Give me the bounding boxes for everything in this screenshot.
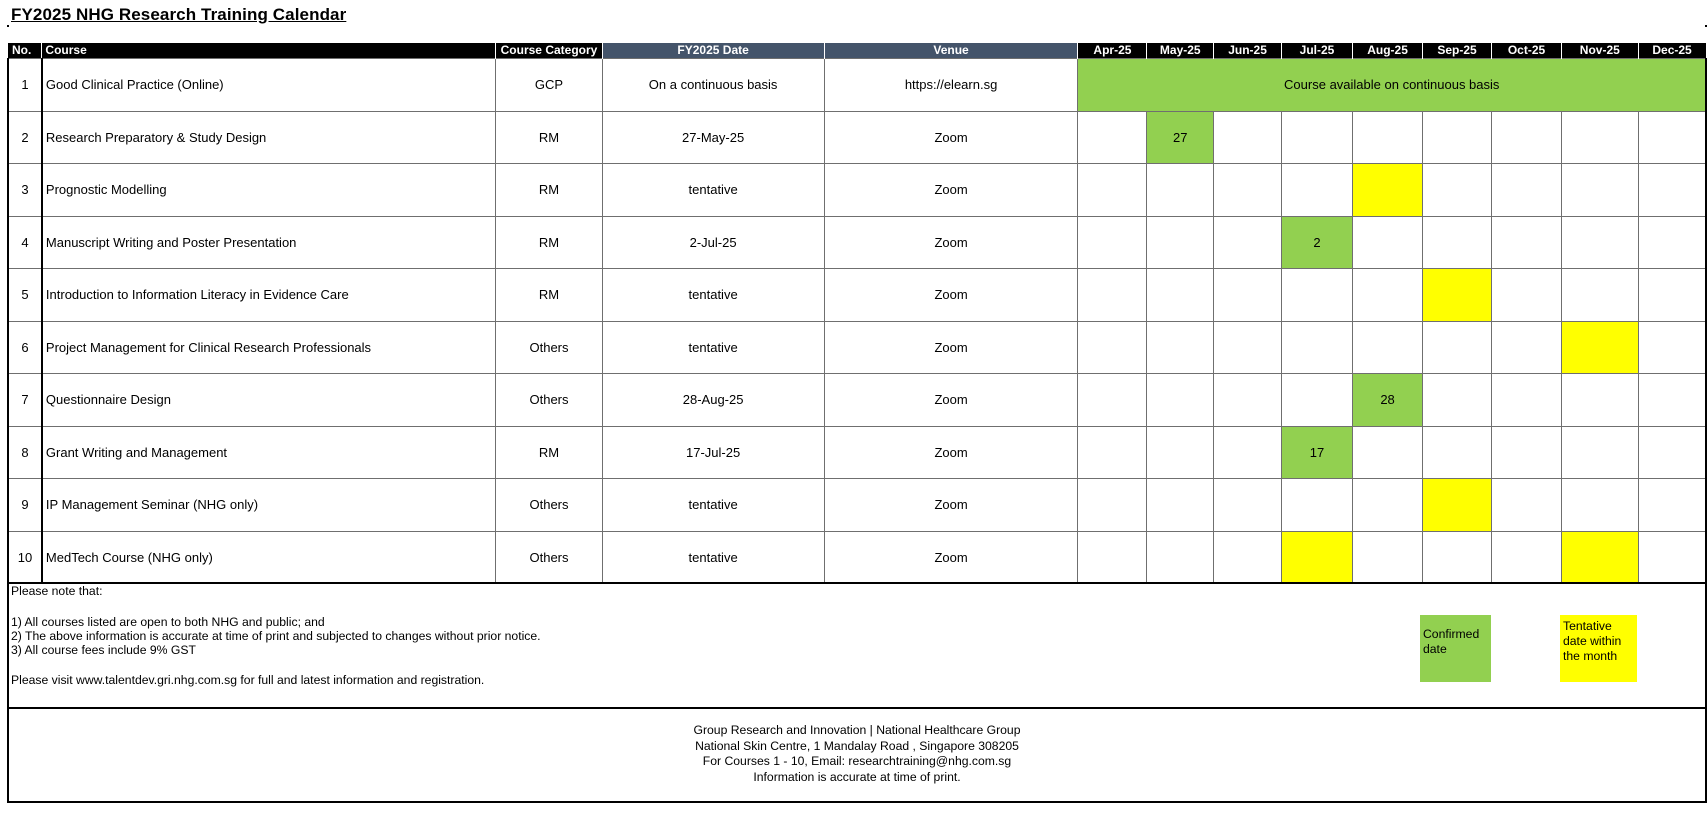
- cell-category: RM: [496, 111, 602, 164]
- header-month-may-25: May-25: [1147, 43, 1214, 59]
- month-cell: [1492, 216, 1562, 269]
- page-title: FY2025 NHG Research Training Calendar: [11, 5, 347, 24]
- note-visit: Please visit www.talentdev.gri.nhg.com.sg for full and latest information and registration.: [11, 673, 485, 687]
- month-cell: [1281, 374, 1352, 427]
- cell-no: 1: [8, 59, 42, 112]
- header-month-apr-25: Apr-25: [1078, 43, 1147, 59]
- month-cell: [1078, 111, 1147, 164]
- cell-venue: Zoom: [824, 479, 1078, 532]
- header-month-dec-25: Dec-25: [1638, 43, 1706, 59]
- month-cell: [1638, 216, 1706, 269]
- cell-no: 4: [8, 216, 42, 269]
- cell-no: 10: [8, 531, 42, 584]
- cell-course: Project Management for Clinical Research Professionals: [42, 321, 496, 374]
- month-cell: [1214, 111, 1282, 164]
- month-cell: [1562, 111, 1639, 164]
- month-cell: [1423, 426, 1492, 479]
- cell-course: Introduction to Information Literacy in Evidence Care: [42, 269, 496, 322]
- table-row: [8, 374, 1706, 427]
- month-cell: [1078, 216, 1147, 269]
- cell-category: Others: [496, 374, 602, 427]
- cell-date: tentative: [602, 269, 824, 322]
- header-no: No.: [8, 43, 42, 59]
- month-cell: [1638, 479, 1706, 532]
- cell-course: Good Clinical Practice (Online): [42, 59, 496, 112]
- cell-date: tentative: [602, 479, 824, 532]
- month-cell: [1353, 164, 1423, 217]
- table-row: [8, 59, 1706, 112]
- cell-date: tentative: [602, 531, 824, 584]
- month-cell: 2: [1281, 216, 1352, 269]
- cell-venue: Zoom: [824, 374, 1078, 427]
- cell-venue: Zoom: [824, 426, 1078, 479]
- month-cell: 27: [1147, 111, 1214, 164]
- cell-no: 8: [8, 426, 42, 479]
- cell-course: Grant Writing and Management: [42, 426, 496, 479]
- training-calendar-table: [7, 43, 1707, 584]
- month-cell: [1353, 269, 1423, 322]
- month-cell: [1147, 479, 1214, 532]
- cell-category: RM: [496, 164, 602, 217]
- cell-no: 9: [8, 479, 42, 532]
- cell-date: 2-Jul-25: [602, 216, 824, 269]
- cell-course: Questionnaire Design: [42, 374, 496, 427]
- month-cell: [1078, 479, 1147, 532]
- cell-date: 27-May-25: [602, 111, 824, 164]
- month-cell: [1492, 164, 1562, 217]
- table-row: [8, 426, 1706, 479]
- month-cell: [1281, 531, 1352, 584]
- table-row: [8, 216, 1706, 269]
- month-cell: [1492, 374, 1562, 427]
- cell-category: Others: [496, 321, 602, 374]
- month-cell: [1638, 321, 1706, 374]
- cell-no: 5: [8, 269, 42, 322]
- header-month-nov-25: Nov-25: [1562, 43, 1639, 59]
- month-cell: [1281, 164, 1352, 217]
- month-cell: [1638, 164, 1706, 217]
- cell-course: MedTech Course (NHG only): [42, 531, 496, 584]
- month-cell: [1353, 216, 1423, 269]
- legend-tentative: Tentative date within the month: [1560, 615, 1637, 682]
- month-cell: 28: [1353, 374, 1423, 427]
- month-cell: [1078, 269, 1147, 322]
- cell-venue: Zoom: [824, 111, 1078, 164]
- month-cell: [1214, 321, 1282, 374]
- month-cell: [1353, 321, 1423, 374]
- month-cell: [1078, 426, 1147, 479]
- month-cell: [1078, 374, 1147, 427]
- cell-venue: Zoom: [824, 216, 1078, 269]
- cell-category: GCP: [496, 59, 602, 112]
- table-row: [8, 269, 1706, 322]
- table-row: [8, 164, 1706, 217]
- cell-category: Others: [496, 531, 602, 584]
- header-date: FY2025 Date: [602, 43, 824, 59]
- month-cell: [1423, 374, 1492, 427]
- month-cell: [1214, 426, 1282, 479]
- header-row: [8, 43, 1706, 59]
- note-line-2: 2) The above information is accurate at time of print and subjected to changes without prior notice.: [11, 629, 541, 643]
- cell-category: RM: [496, 216, 602, 269]
- cell-date: tentative: [602, 321, 824, 374]
- month-cell: 17: [1281, 426, 1352, 479]
- header-month-aug-25: Aug-25: [1353, 43, 1423, 59]
- cell-date: tentative: [602, 164, 824, 217]
- month-cell: [1638, 269, 1706, 322]
- cell-category: RM: [496, 426, 602, 479]
- header-venue: Venue: [824, 43, 1078, 59]
- month-cell: [1353, 531, 1423, 584]
- month-cell: [1562, 216, 1639, 269]
- note-line-1: 1) All courses listed are open to both NHG and public; and: [11, 615, 325, 629]
- month-cell: [1078, 321, 1147, 374]
- month-cell: [1562, 321, 1639, 374]
- cell-date: On a continuous basis: [602, 59, 824, 112]
- cell-venue: Zoom: [824, 531, 1078, 584]
- header-course: Course: [42, 43, 496, 59]
- cell-category: RM: [496, 269, 602, 322]
- month-cell: [1423, 269, 1492, 322]
- footer-line-2: National Skin Centre, 1 Mandalay Road , Singapore 308205: [695, 738, 1019, 753]
- month-cell: [1214, 374, 1282, 427]
- month-cell: [1353, 111, 1423, 164]
- header-month-oct-25: Oct-25: [1492, 43, 1562, 59]
- cell-no: 7: [8, 374, 42, 427]
- month-cell: [1492, 111, 1562, 164]
- cell-course: IP Management Seminar (NHG only): [42, 479, 496, 532]
- month-cell: [1078, 164, 1147, 217]
- cell-course: Research Preparatory & Study Design: [42, 111, 496, 164]
- cell-venue: Zoom: [824, 269, 1078, 322]
- month-cell: [1492, 479, 1562, 532]
- month-cell: [1562, 374, 1639, 427]
- month-cell: [1281, 321, 1352, 374]
- cell-course: Prognostic Modelling: [42, 164, 496, 217]
- cell-no: 3: [8, 164, 42, 217]
- header-month-sep-25: Sep-25: [1423, 43, 1492, 59]
- continuous-availability-band: Course available on continuous basis: [1078, 59, 1706, 112]
- frame-top-edge: [7, 25, 1707, 27]
- month-cell: [1147, 426, 1214, 479]
- header-category: Course Category: [496, 43, 602, 59]
- table-row: [8, 111, 1706, 164]
- month-cell: [1423, 479, 1492, 532]
- month-cell: [1147, 531, 1214, 584]
- month-cell: [1353, 479, 1423, 532]
- cell-category: Others: [496, 479, 602, 532]
- month-cell: [1562, 164, 1639, 217]
- month-cell: [1281, 269, 1352, 322]
- month-cell: [1562, 269, 1639, 322]
- month-cell: [1214, 479, 1282, 532]
- cell-venue: Zoom: [824, 321, 1078, 374]
- month-cell: [1147, 269, 1214, 322]
- month-cell: [1638, 531, 1706, 584]
- month-cell: [1214, 531, 1282, 584]
- month-cell: [1492, 321, 1562, 374]
- footer-line-4: Information is accurate at time of print.: [753, 769, 961, 784]
- month-cell: [1353, 426, 1423, 479]
- month-cell: [1638, 426, 1706, 479]
- footer-box: [7, 709, 1707, 803]
- month-cell: [1423, 164, 1492, 217]
- header-month-jun-25: Jun-25: [1214, 43, 1282, 59]
- month-cell: [1147, 164, 1214, 217]
- cell-venue: https://elearn.sg: [824, 59, 1078, 112]
- month-cell: [1214, 164, 1282, 217]
- month-cell: [1492, 531, 1562, 584]
- month-cell: [1078, 531, 1147, 584]
- cell-date: 17-Jul-25: [602, 426, 824, 479]
- table-row: [8, 531, 1706, 584]
- footer-line-1: Group Research and Innovation | National Healthcare Group: [693, 723, 1021, 737]
- month-cell: [1147, 374, 1214, 427]
- month-cell: [1214, 269, 1282, 322]
- month-cell: [1562, 426, 1639, 479]
- footer-line-3: For Courses 1 - 10, Email: researchtraining@nhg.com.sg: [702, 754, 1012, 768]
- month-cell: [1423, 216, 1492, 269]
- month-cell: [1492, 269, 1562, 322]
- cell-date: 28-Aug-25: [602, 374, 824, 427]
- notes-heading: Please note that:: [11, 584, 103, 598]
- legend-confirmed: Confirmed date: [1420, 615, 1491, 682]
- month-cell: [1147, 216, 1214, 269]
- cell-course: Manuscript Writing and Poster Presentation: [42, 216, 496, 269]
- month-cell: [1281, 479, 1352, 532]
- cell-no: 2: [8, 111, 42, 164]
- table-row: [8, 321, 1706, 374]
- month-cell: [1638, 111, 1706, 164]
- table-body: [8, 59, 1706, 584]
- month-cell: [1423, 321, 1492, 374]
- header-month-jul-25: Jul-25: [1281, 43, 1352, 59]
- month-cell: [1492, 426, 1562, 479]
- month-cell: [1562, 479, 1639, 532]
- month-cell: [1638, 374, 1706, 427]
- month-cell: [1562, 531, 1639, 584]
- notes-box: [7, 582, 1707, 709]
- cell-venue: Zoom: [824, 164, 1078, 217]
- note-line-3: 3) All course fees include 9% GST: [11, 643, 196, 657]
- cell-no: 6: [8, 321, 42, 374]
- table-row: [8, 479, 1706, 532]
- month-cell: [1281, 111, 1352, 164]
- month-cell: [1423, 531, 1492, 584]
- month-cell: [1423, 111, 1492, 164]
- month-cell: [1147, 321, 1214, 374]
- month-cell: [1214, 216, 1282, 269]
